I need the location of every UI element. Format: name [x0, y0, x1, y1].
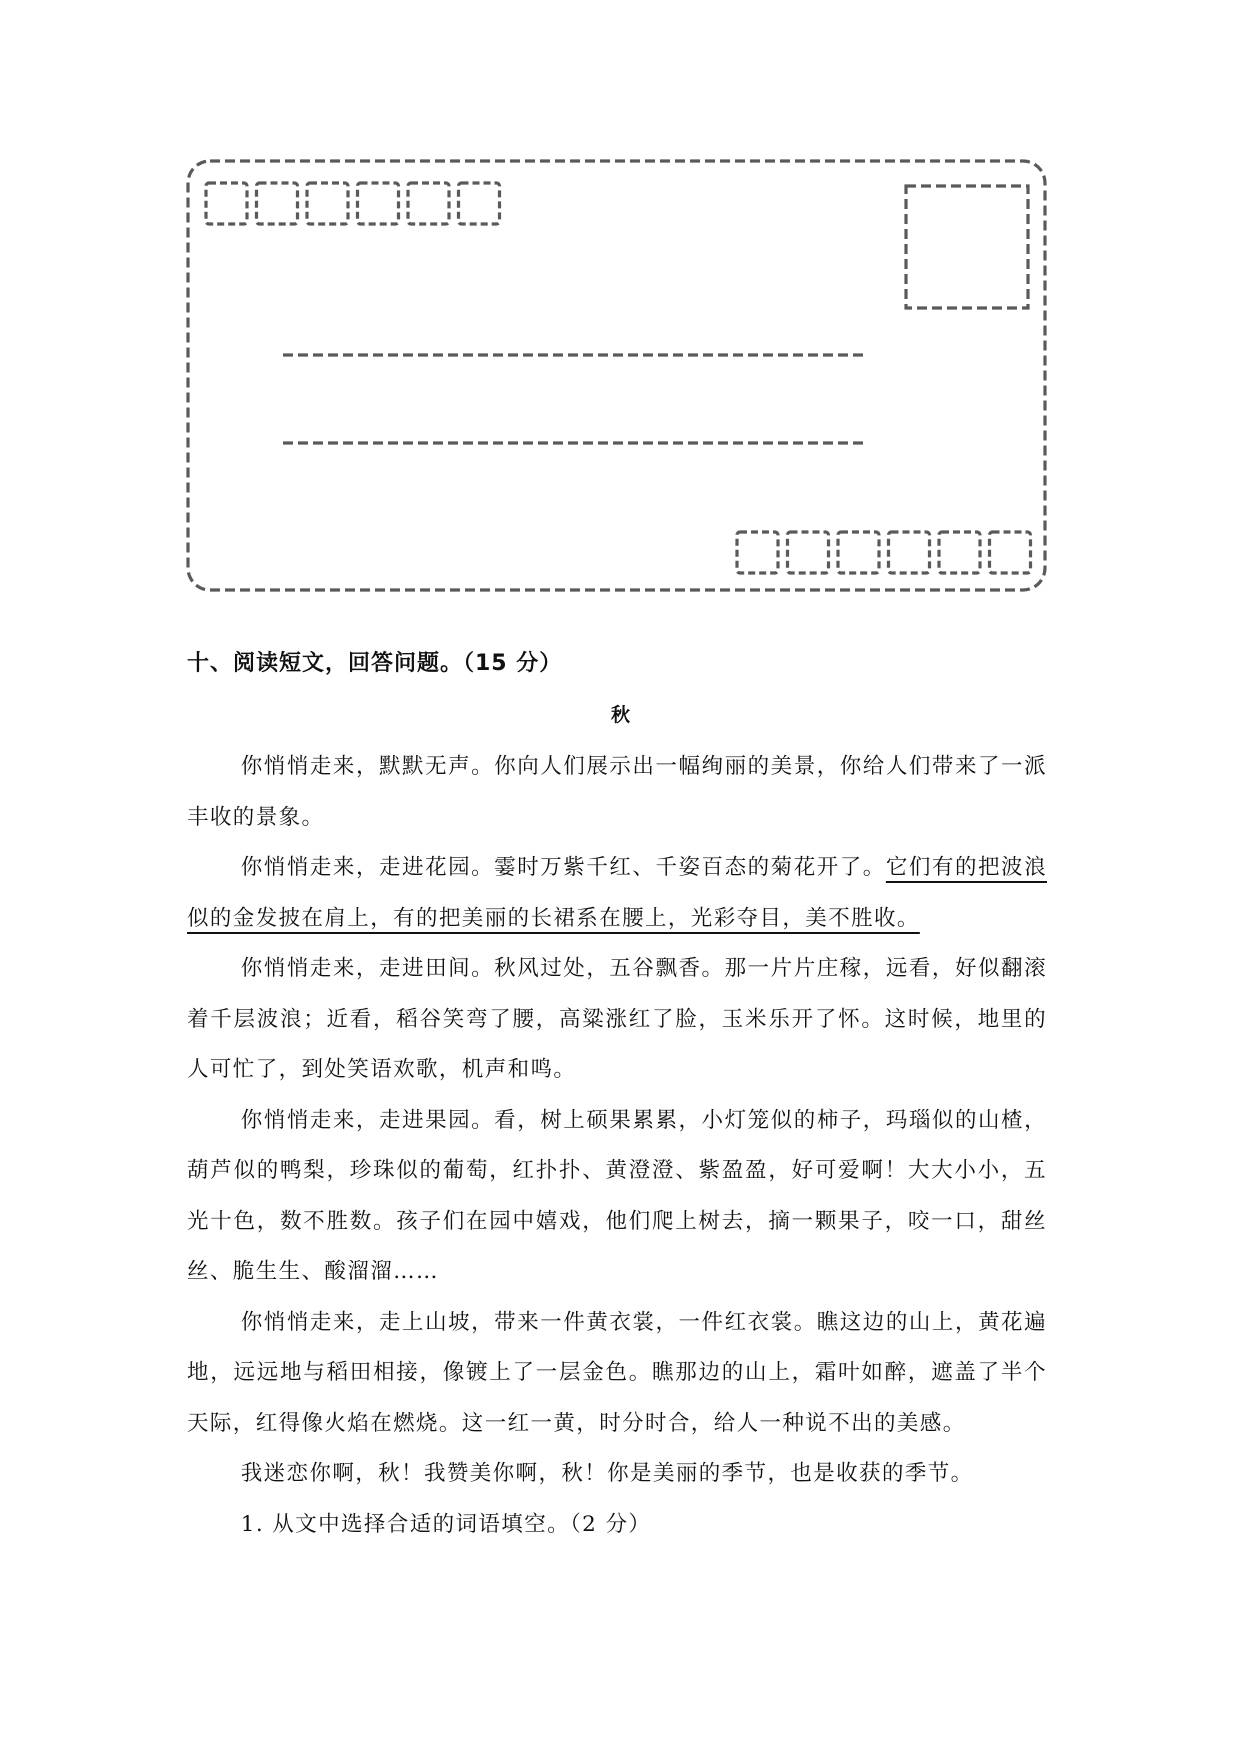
postcode-digit-box[interactable] — [990, 532, 1031, 573]
postcode-digit-box[interactable] — [358, 183, 399, 224]
paragraph: 你悄悄走来，默默无声。你向人们展示出一幅绚丽的美景，你给人们带来了一派丰收的景象。 — [187, 754, 1047, 830]
recipient-postcode-boxes — [737, 532, 1031, 573]
underlined-sentence: 它们有的把波浪似的金发披在肩上，有的把美丽的长裙系在腰上，光彩夺目，美不胜收。 — [187, 855, 1047, 931]
postcode-digit-box[interactable] — [838, 532, 879, 573]
paragraph-text: 你悄悄走来，走进花园。霎时万紫千红、千姿百态的菊花开了。 — [240, 855, 886, 880]
question-1: 1. 从文中选择合适的词语填空。（2 分） — [240, 1511, 652, 1537]
postcode-digit-box[interactable] — [459, 183, 500, 224]
paragraph — [187, 843, 1047, 944]
postcode-digit-box[interactable] — [408, 183, 449, 224]
envelope-template — [0, 0, 1241, 620]
sender-postcode-boxes — [206, 183, 500, 224]
postcode-digit-box[interactable] — [737, 532, 778, 573]
envelope-border — [188, 161, 1045, 590]
section-heading: 十、阅读短文，回答问题。（15 分） — [187, 651, 563, 676]
paragraph: 你悄悄走来，走上山坡，带来一件黄衣裳，一件红衣裳。瞧这边的山上，黄花遍地，远远地与稻田相接，像镀上了一层金色。瞧那边的山上，霜叶如醉，遮盖了半个天际，红得像火焰在燃烧。这一红一黄，时分时合，给人一种说不出的美感。 — [187, 1309, 1047, 1436]
postcode-digit-box[interactable] — [257, 183, 298, 224]
postcode-digit-box[interactable] — [788, 532, 829, 573]
article-body — [187, 742, 1047, 1550]
postcode-digit-box[interactable] — [889, 532, 930, 573]
paragraph: 你悄悄走来，走进果园。看，树上硕果累累，小灯笼似的柿子，玛瑙似的山楂，葫芦似的鸭梨，珍珠似的葡萄，红扑扑、黄澄澄、紫盈盈，好可爱啊！大大小小，五光十色，数不胜数。孩子们在园中嬉戏，他们爬上树去，摘一颗果子，咬一口，甜丝丝、脆生生、酸溜溜…… — [187, 1107, 1047, 1284]
paragraph: 你悄悄走来，走进田间。秋风过处，五谷飘香。那一片片庄稼，远看，好似翻滚着千层波浪；近看，稻谷笑弯了腰，高粱涨红了脸，玉米乐开了怀。这时候，地里的人可忙了，到处笑语欢歌，机声和鸣。 — [187, 956, 1047, 1082]
postcode-digit-box[interactable] — [307, 183, 348, 224]
article-title: 秋 — [610, 704, 630, 726]
postcode-digit-box[interactable] — [206, 183, 247, 224]
paragraph: 我迷恋你啊，秋！我赞美你啊，秋！你是美丽的季节，也是收获的季节。 — [240, 1461, 974, 1486]
postcode-digit-box[interactable] — [939, 532, 980, 573]
stamp-box — [906, 186, 1028, 308]
